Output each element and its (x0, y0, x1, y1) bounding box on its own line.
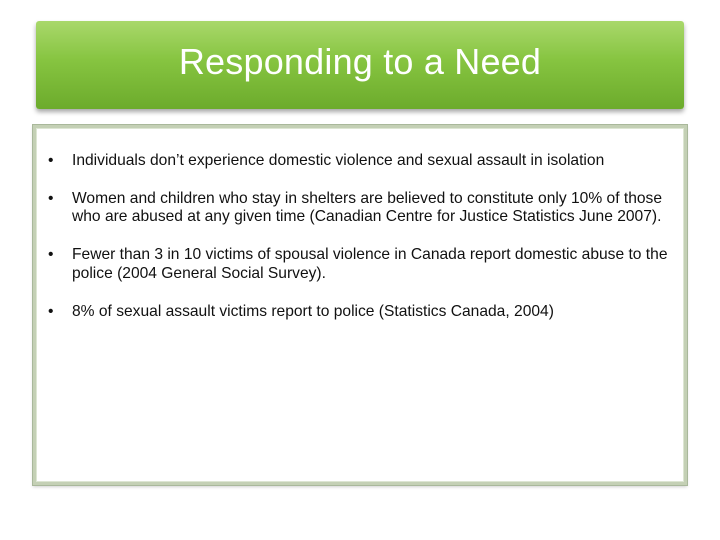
bullet-dot: • (48, 246, 54, 264)
bullet-list (48, 152, 680, 340)
bullet-item (48, 246, 680, 283)
bullet-text: Fewer than 3 in 10 victims of spousal violence in Canada report domestic abuse to the police (2004 General Social Survey). (72, 246, 668, 282)
title-bar (36, 21, 684, 109)
bullet-dot: • (48, 302, 54, 320)
bullet-item (48, 303, 680, 322)
slide-title: Responding to a Need (178, 41, 542, 82)
bullet-dot: • (48, 189, 54, 207)
bullet-text: 8% of sexual assault victims report to police (Statistics Canada, 2004) (72, 302, 554, 320)
bullet-dot: • (48, 152, 54, 169)
bullet-text: Individuals don’t experience domestic violence and sexual assault in isolation (72, 152, 605, 169)
bullet-item (48, 152, 680, 171)
bullet-text: Women and children who stay in shelters are believed to constitute only 10% of those who are abused at any given time (Canadian Centre for Justice Statistics June 2007). (72, 189, 663, 226)
content-box (33, 125, 687, 485)
bullet-item (48, 190, 680, 227)
